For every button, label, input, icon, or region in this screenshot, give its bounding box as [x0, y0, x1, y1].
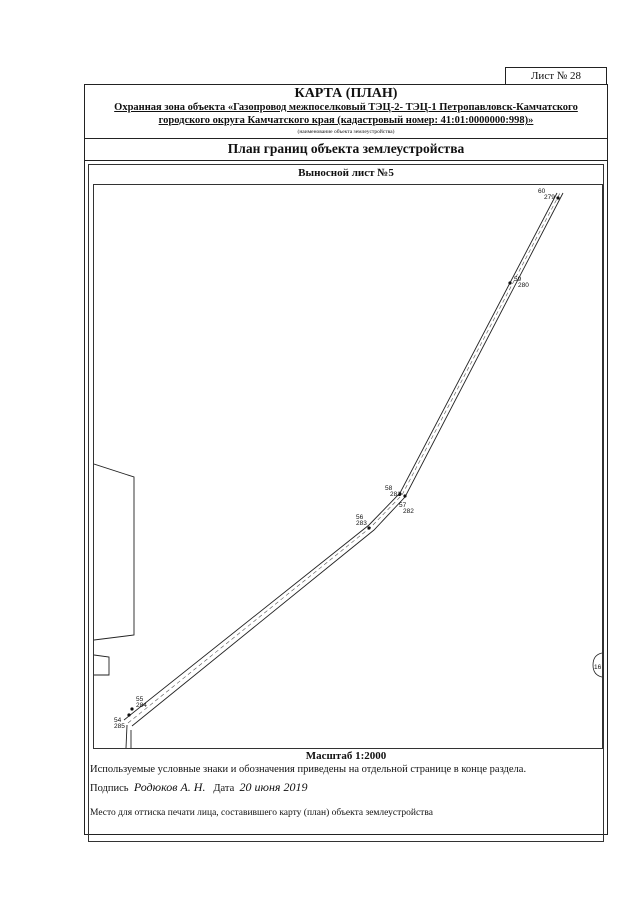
- boundary-point-60: [556, 196, 559, 199]
- boundary-point-59: [508, 281, 511, 284]
- boundary-points: [114, 188, 560, 730]
- zone-boundary-right: [132, 193, 563, 726]
- map-scale: Масштаб 1:2000: [305, 750, 387, 762]
- sheet-number: Лист № 28: [505, 67, 607, 85]
- point-id-label: 60: [538, 188, 546, 195]
- object-caption: (наименование объекта землеустройства): [297, 129, 395, 135]
- edge-mark-label: 16: [594, 664, 602, 671]
- object-name-line-1: Охранная зона объекта «Газопровод межпоселковый ТЭЦ-2- ТЭЦ-1 Петропавловск-Камчатского: [114, 102, 578, 113]
- boundary-point-57: [403, 494, 406, 497]
- date-value: 20 июня 2019: [239, 780, 308, 794]
- signature-line: [90, 780, 308, 795]
- point-number-label: 281: [390, 491, 401, 498]
- gas-pipeline-axis: [128, 193, 560, 723]
- point-number-label: 284: [136, 702, 147, 709]
- object-name: [88, 101, 604, 127]
- signature-name: Родюков А. Н.: [133, 780, 206, 794]
- parcel-boundary: [94, 464, 134, 640]
- boundary-point-55: [130, 707, 133, 710]
- map-svg: [94, 185, 602, 748]
- point-id-label: 58: [385, 485, 393, 492]
- plan-title: План границ объекта землеустройства: [227, 141, 465, 156]
- point-id-label: 56: [356, 514, 364, 521]
- parcel-boundary: [94, 655, 109, 675]
- map-area: [93, 184, 603, 749]
- divider: [84, 138, 608, 139]
- parcel-boundary: [126, 725, 127, 748]
- date-label: Дата: [213, 783, 235, 794]
- point-id-label: 55: [136, 696, 144, 703]
- point-id-label: 59: [514, 276, 522, 283]
- legend-note: Используемые условные знаки и обозначения приведены на отдельной странице в конце раздела.: [90, 764, 527, 775]
- point-number-label: 282: [403, 508, 414, 515]
- sheet-title: Выносной лист №5: [298, 167, 394, 179]
- stamp-place: Место для оттиска печати лица, составившего карту (план) объекта землеустройства: [90, 808, 433, 818]
- divider: [84, 160, 608, 161]
- point-number-label: 280: [518, 282, 529, 289]
- point-number-label: 285: [114, 723, 125, 730]
- object-name-line-2: городского округа Камчатского края (кадастровый номер: 41:01:0000000:998)»: [158, 115, 534, 126]
- point-number-label: 283: [356, 520, 367, 527]
- document-title: КАРТА (ПЛАН): [294, 86, 398, 101]
- signature-label: Подпись: [90, 783, 129, 794]
- boundary-point-54: [127, 713, 130, 716]
- point-id-label: 54: [114, 717, 122, 724]
- zone-boundary-left: [124, 193, 557, 720]
- point-id-label: 57: [399, 502, 407, 509]
- point-number-label: 279: [544, 194, 555, 201]
- boundary-point-56: [367, 526, 370, 529]
